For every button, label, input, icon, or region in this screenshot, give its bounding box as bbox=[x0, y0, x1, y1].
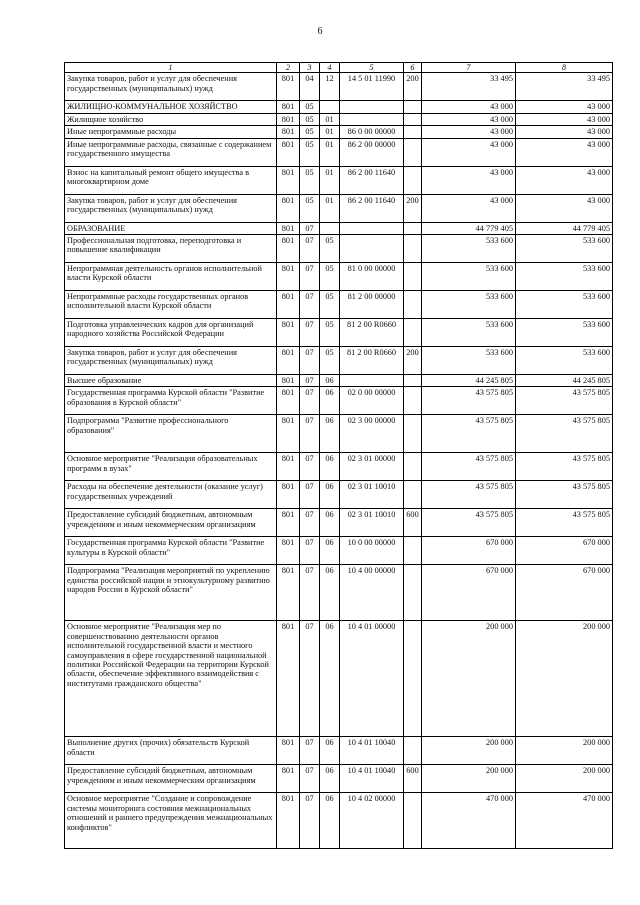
row-col-6: 600 bbox=[404, 765, 422, 793]
row-col-4: 05 bbox=[320, 235, 340, 263]
row-col-5: 02 3 00 00000 bbox=[340, 415, 404, 453]
row-col-2: 801 bbox=[277, 509, 300, 537]
row-col-5: 81 2 00 00000 bbox=[340, 291, 404, 319]
row-col-5: 81 2 00 R0660 bbox=[340, 319, 404, 347]
row-col-3: 05 bbox=[300, 113, 320, 125]
table-row bbox=[65, 537, 613, 565]
row-col-8: 33 495 bbox=[516, 73, 613, 101]
row-col-6 bbox=[404, 126, 422, 138]
row-col-5: 02 3 01 00000 bbox=[340, 453, 404, 481]
row-col-7: 533 600 bbox=[422, 347, 516, 375]
row-col-3: 07 bbox=[300, 415, 320, 453]
row-col-2: 801 bbox=[277, 101, 300, 113]
row-col-7: 533 600 bbox=[422, 235, 516, 263]
row-name: Непрограммная деятельность органов исполнительной власти Курской области bbox=[65, 263, 277, 291]
row-name: ОБРАЗОВАНИЕ bbox=[65, 222, 277, 234]
row-col-3: 07 bbox=[300, 387, 320, 415]
row-col-4: 05 bbox=[320, 347, 340, 375]
row-col-3: 07 bbox=[300, 263, 320, 291]
row-col-5: 02 0 00 00000 bbox=[340, 387, 404, 415]
row-col-6 bbox=[404, 793, 422, 849]
row-col-8: 533 600 bbox=[516, 235, 613, 263]
table-row bbox=[65, 222, 613, 234]
table-row bbox=[65, 375, 613, 387]
row-col-4: 05 bbox=[320, 263, 340, 291]
row-col-4: 05 bbox=[320, 291, 340, 319]
column-header: 7 bbox=[422, 63, 516, 73]
row-col-6 bbox=[404, 166, 422, 194]
row-col-7: 43 575 805 bbox=[422, 387, 516, 415]
row-col-5 bbox=[340, 101, 404, 113]
row-col-6: 200 bbox=[404, 73, 422, 101]
row-col-8: 533 600 bbox=[516, 263, 613, 291]
column-header: 4 bbox=[320, 63, 340, 73]
row-col-3: 07 bbox=[300, 291, 320, 319]
column-header: 1 bbox=[65, 63, 277, 73]
row-col-5: 10 4 01 00000 bbox=[340, 621, 404, 737]
row-col-8: 43 000 bbox=[516, 166, 613, 194]
row-name: ЖИЛИЩНО-КОММУНАЛЬНОЕ ХОЗЯЙСТВО bbox=[65, 101, 277, 113]
row-col-2: 801 bbox=[277, 235, 300, 263]
row-col-7: 43 575 805 bbox=[422, 453, 516, 481]
row-col-5: 10 4 01 10040 bbox=[340, 737, 404, 765]
row-col-4: 06 bbox=[320, 737, 340, 765]
row-col-7: 43 000 bbox=[422, 194, 516, 222]
row-col-2: 801 bbox=[277, 415, 300, 453]
row-col-2: 801 bbox=[277, 347, 300, 375]
row-col-5: 86 0 00 00000 bbox=[340, 126, 404, 138]
row-col-5: 02 3 01 10010 bbox=[340, 481, 404, 509]
row-col-8: 43 000 bbox=[516, 126, 613, 138]
row-col-3: 07 bbox=[300, 793, 320, 849]
row-col-7: 43 000 bbox=[422, 166, 516, 194]
table-row bbox=[65, 194, 613, 222]
row-col-7: 670 000 bbox=[422, 565, 516, 621]
row-col-5: 81 2 00 R0660 bbox=[340, 347, 404, 375]
row-col-2: 801 bbox=[277, 263, 300, 291]
row-col-5 bbox=[340, 222, 404, 234]
row-col-3: 07 bbox=[300, 319, 320, 347]
row-col-8: 533 600 bbox=[516, 291, 613, 319]
row-name: Государственная программа Курской области "Развитие культуры в Курской области" bbox=[65, 537, 277, 565]
row-col-2: 801 bbox=[277, 319, 300, 347]
row-col-3: 07 bbox=[300, 375, 320, 387]
row-col-2: 801 bbox=[277, 73, 300, 101]
table-header-row bbox=[65, 63, 613, 73]
table-row bbox=[65, 291, 613, 319]
table-row bbox=[65, 138, 613, 166]
table-row bbox=[65, 319, 613, 347]
row-col-3: 05 bbox=[300, 166, 320, 194]
row-col-4: 05 bbox=[320, 319, 340, 347]
row-col-7: 533 600 bbox=[422, 291, 516, 319]
table-row bbox=[65, 235, 613, 263]
table-row bbox=[65, 113, 613, 125]
row-col-6: 200 bbox=[404, 194, 422, 222]
row-col-2: 801 bbox=[277, 453, 300, 481]
row-col-2: 801 bbox=[277, 765, 300, 793]
row-col-3: 07 bbox=[300, 453, 320, 481]
row-col-6 bbox=[404, 537, 422, 565]
row-name: Закупка товаров, работ и услуг для обеспечения государственных (муниципальных) нужд bbox=[65, 347, 277, 375]
row-col-5 bbox=[340, 113, 404, 125]
row-col-8: 200 000 bbox=[516, 621, 613, 737]
table-row bbox=[65, 415, 613, 453]
row-name: Высшее образование bbox=[65, 375, 277, 387]
row-name: Закупка товаров, работ и услуг для обеспечения государственных (муниципальных) нужд bbox=[65, 73, 277, 101]
row-col-4 bbox=[320, 222, 340, 234]
row-col-4: 06 bbox=[320, 621, 340, 737]
row-col-8: 43 575 805 bbox=[516, 481, 613, 509]
row-col-5: 86 2 00 11640 bbox=[340, 166, 404, 194]
row-col-6 bbox=[404, 453, 422, 481]
table-row bbox=[65, 73, 613, 101]
row-col-6 bbox=[404, 737, 422, 765]
row-col-7: 33 495 bbox=[422, 73, 516, 101]
row-col-7: 200 000 bbox=[422, 737, 516, 765]
row-col-4: 06 bbox=[320, 509, 340, 537]
row-col-2: 801 bbox=[277, 126, 300, 138]
table-row bbox=[65, 347, 613, 375]
row-name: Взнос на капитальный ремонт общего имущества в многоквартирном доме bbox=[65, 166, 277, 194]
row-col-7: 43 000 bbox=[422, 113, 516, 125]
table-row bbox=[65, 453, 613, 481]
row-col-8: 200 000 bbox=[516, 765, 613, 793]
row-name: Подпрограмма "Реализация мероприятий по укреплению единства российской нации и этнокультурному развитию народов России в Курской области" bbox=[65, 565, 277, 621]
row-col-8: 44 779 405 bbox=[516, 222, 613, 234]
table-body bbox=[65, 73, 613, 849]
row-col-5: 86 2 00 11640 bbox=[340, 194, 404, 222]
row-col-5: 10 4 02 00000 bbox=[340, 793, 404, 849]
row-name: Предоставление субсидий бюджетным, автономным учреждениям и иным некоммерческим организациям bbox=[65, 765, 277, 793]
row-name: Расходы на обеспечение деятельности (оказание услуг) государственных учреждений bbox=[65, 481, 277, 509]
row-col-2: 801 bbox=[277, 793, 300, 849]
row-col-6: 600 bbox=[404, 509, 422, 537]
row-col-5: 14 5 01 11990 bbox=[340, 73, 404, 101]
table-row bbox=[65, 126, 613, 138]
row-col-8: 44 245 805 bbox=[516, 375, 613, 387]
row-col-4: 01 bbox=[320, 126, 340, 138]
row-col-3: 07 bbox=[300, 537, 320, 565]
row-col-6 bbox=[404, 387, 422, 415]
row-col-4: 06 bbox=[320, 375, 340, 387]
table-row bbox=[65, 481, 613, 509]
row-col-4: 06 bbox=[320, 765, 340, 793]
row-name: Основное мероприятие "Создание и сопровождение системы мониторинга состояния межнациональных отношений и раннего предупреждения межнациональных конфликтов" bbox=[65, 793, 277, 849]
row-col-5: 10 4 01 10040 bbox=[340, 765, 404, 793]
row-col-6 bbox=[404, 222, 422, 234]
row-col-3: 07 bbox=[300, 481, 320, 509]
budget-table bbox=[64, 62, 613, 849]
row-col-5 bbox=[340, 235, 404, 263]
column-header: 8 bbox=[516, 63, 613, 73]
row-name: Закупка товаров, работ и услуг для обеспечения государственных (муниципальных) нужд bbox=[65, 194, 277, 222]
row-col-6 bbox=[404, 291, 422, 319]
row-col-4: 01 bbox=[320, 113, 340, 125]
row-col-8: 670 000 bbox=[516, 537, 613, 565]
row-col-6 bbox=[404, 235, 422, 263]
table-row bbox=[65, 166, 613, 194]
row-name: Профессиональная подготовка, переподготовка и повышение квалификации bbox=[65, 235, 277, 263]
row-col-5: 10 4 00 00000 bbox=[340, 565, 404, 621]
table-row bbox=[65, 765, 613, 793]
row-col-4: 06 bbox=[320, 537, 340, 565]
row-name: Подготовка управленческих кадров для организаций народного хозяйства Российской Федерации bbox=[65, 319, 277, 347]
row-name: Подпрограмма "Развитие профессионального образования" bbox=[65, 415, 277, 453]
column-header: 6 bbox=[404, 63, 422, 73]
row-col-2: 801 bbox=[277, 481, 300, 509]
row-col-8: 43 575 805 bbox=[516, 453, 613, 481]
row-col-2: 801 bbox=[277, 537, 300, 565]
row-col-6 bbox=[404, 101, 422, 113]
row-col-4: 06 bbox=[320, 453, 340, 481]
row-col-2: 801 bbox=[277, 737, 300, 765]
row-name: Выполнение других (прочих) обязательств Курской области bbox=[65, 737, 277, 765]
row-col-6 bbox=[404, 319, 422, 347]
row-col-3: 07 bbox=[300, 222, 320, 234]
row-col-4: 06 bbox=[320, 565, 340, 621]
row-col-2: 801 bbox=[277, 222, 300, 234]
row-col-7: 533 600 bbox=[422, 319, 516, 347]
row-col-8: 43 000 bbox=[516, 194, 613, 222]
row-col-7: 533 600 bbox=[422, 263, 516, 291]
row-col-7: 44 779 405 bbox=[422, 222, 516, 234]
column-header: 2 bbox=[277, 63, 300, 73]
row-col-7: 43 000 bbox=[422, 138, 516, 166]
row-col-8: 43 000 bbox=[516, 113, 613, 125]
row-col-2: 801 bbox=[277, 565, 300, 621]
row-name: Государственная программа Курской области "Развитие образования в Курской области" bbox=[65, 387, 277, 415]
row-name: Непрограммные расходы государственных органов исполнительной власти Курской области bbox=[65, 291, 277, 319]
row-name: Жилищное хозяйство bbox=[65, 113, 277, 125]
row-col-3: 05 bbox=[300, 194, 320, 222]
row-col-8: 43 575 805 bbox=[516, 415, 613, 453]
row-col-5: 86 2 00 00000 bbox=[340, 138, 404, 166]
row-col-4: 06 bbox=[320, 793, 340, 849]
row-col-8: 43 575 805 bbox=[516, 387, 613, 415]
row-col-7: 43 000 bbox=[422, 101, 516, 113]
row-col-7: 43 575 805 bbox=[422, 415, 516, 453]
row-col-8: 200 000 bbox=[516, 737, 613, 765]
row-col-5: 10 0 00 00000 bbox=[340, 537, 404, 565]
row-col-8: 43 575 805 bbox=[516, 509, 613, 537]
row-name: Основное мероприятие "Реализация мер по совершенствованию деятельности органов исполнительной государственной власти и местного самоуправления в сфере государственной национальной политики Российской Федерации на территории Курской области, обеспечение эффективного взаимодействия с институтами гражданского общества" bbox=[65, 621, 277, 737]
row-col-6 bbox=[404, 263, 422, 291]
table-row bbox=[65, 509, 613, 537]
row-name: Предоставление субсидий бюджетным, автономным учреждениям и иным некоммерческим организациям bbox=[65, 509, 277, 537]
row-name: Иные непрограммные расходы, связанные с содержанием государственного имущества bbox=[65, 138, 277, 166]
row-col-3: 07 bbox=[300, 765, 320, 793]
row-col-5: 02 3 01 10010 bbox=[340, 509, 404, 537]
row-col-3: 07 bbox=[300, 347, 320, 375]
row-col-6 bbox=[404, 375, 422, 387]
row-col-6 bbox=[404, 415, 422, 453]
row-col-7: 43 575 805 bbox=[422, 481, 516, 509]
row-col-3: 07 bbox=[300, 737, 320, 765]
row-col-2: 801 bbox=[277, 113, 300, 125]
table-row bbox=[65, 737, 613, 765]
row-col-6 bbox=[404, 481, 422, 509]
row-col-2: 801 bbox=[277, 621, 300, 737]
row-col-7: 43 575 805 bbox=[422, 509, 516, 537]
row-col-7: 200 000 bbox=[422, 765, 516, 793]
row-col-3: 07 bbox=[300, 235, 320, 263]
row-col-2: 801 bbox=[277, 138, 300, 166]
row-col-8: 670 000 bbox=[516, 565, 613, 621]
column-header: 5 bbox=[340, 63, 404, 73]
row-col-4: 01 bbox=[320, 166, 340, 194]
table-row bbox=[65, 793, 613, 849]
row-col-4 bbox=[320, 101, 340, 113]
row-col-8: 470 000 bbox=[516, 793, 613, 849]
row-col-4: 06 bbox=[320, 415, 340, 453]
table-row bbox=[65, 101, 613, 113]
row-col-8: 533 600 bbox=[516, 319, 613, 347]
row-col-7: 470 000 bbox=[422, 793, 516, 849]
row-col-6 bbox=[404, 113, 422, 125]
table-row bbox=[65, 387, 613, 415]
row-col-4: 06 bbox=[320, 387, 340, 415]
row-col-3: 07 bbox=[300, 509, 320, 537]
row-col-7: 44 245 805 bbox=[422, 375, 516, 387]
row-col-4: 01 bbox=[320, 138, 340, 166]
row-col-3: 07 bbox=[300, 621, 320, 737]
row-col-4: 01 bbox=[320, 194, 340, 222]
row-col-2: 801 bbox=[277, 375, 300, 387]
row-col-2: 801 bbox=[277, 194, 300, 222]
row-col-6 bbox=[404, 621, 422, 737]
row-col-2: 801 bbox=[277, 291, 300, 319]
row-col-4: 12 bbox=[320, 73, 340, 101]
table-row bbox=[65, 565, 613, 621]
row-name: Основное мероприятие "Реализация образовательных программ в вузах" bbox=[65, 453, 277, 481]
row-col-3: 07 bbox=[300, 565, 320, 621]
row-col-6: 200 bbox=[404, 347, 422, 375]
row-col-3: 05 bbox=[300, 138, 320, 166]
row-col-8: 533 600 bbox=[516, 347, 613, 375]
row-col-3: 05 bbox=[300, 101, 320, 113]
row-name: Иные непрограммные расходы bbox=[65, 126, 277, 138]
row-col-5 bbox=[340, 375, 404, 387]
row-col-7: 43 000 bbox=[422, 126, 516, 138]
row-col-8: 43 000 bbox=[516, 138, 613, 166]
table-row bbox=[65, 263, 613, 291]
table-row bbox=[65, 621, 613, 737]
column-header: 3 bbox=[300, 63, 320, 73]
page-number: 6 bbox=[317, 26, 323, 37]
row-col-2: 801 bbox=[277, 166, 300, 194]
row-col-4: 06 bbox=[320, 481, 340, 509]
row-col-6 bbox=[404, 565, 422, 621]
row-col-3: 05 bbox=[300, 126, 320, 138]
row-col-2: 801 bbox=[277, 387, 300, 415]
row-col-3: 04 bbox=[300, 73, 320, 101]
row-col-7: 200 000 bbox=[422, 621, 516, 737]
row-col-5: 81 0 00 00000 bbox=[340, 263, 404, 291]
row-col-6 bbox=[404, 138, 422, 166]
row-col-8: 43 000 bbox=[516, 101, 613, 113]
row-col-7: 670 000 bbox=[422, 537, 516, 565]
